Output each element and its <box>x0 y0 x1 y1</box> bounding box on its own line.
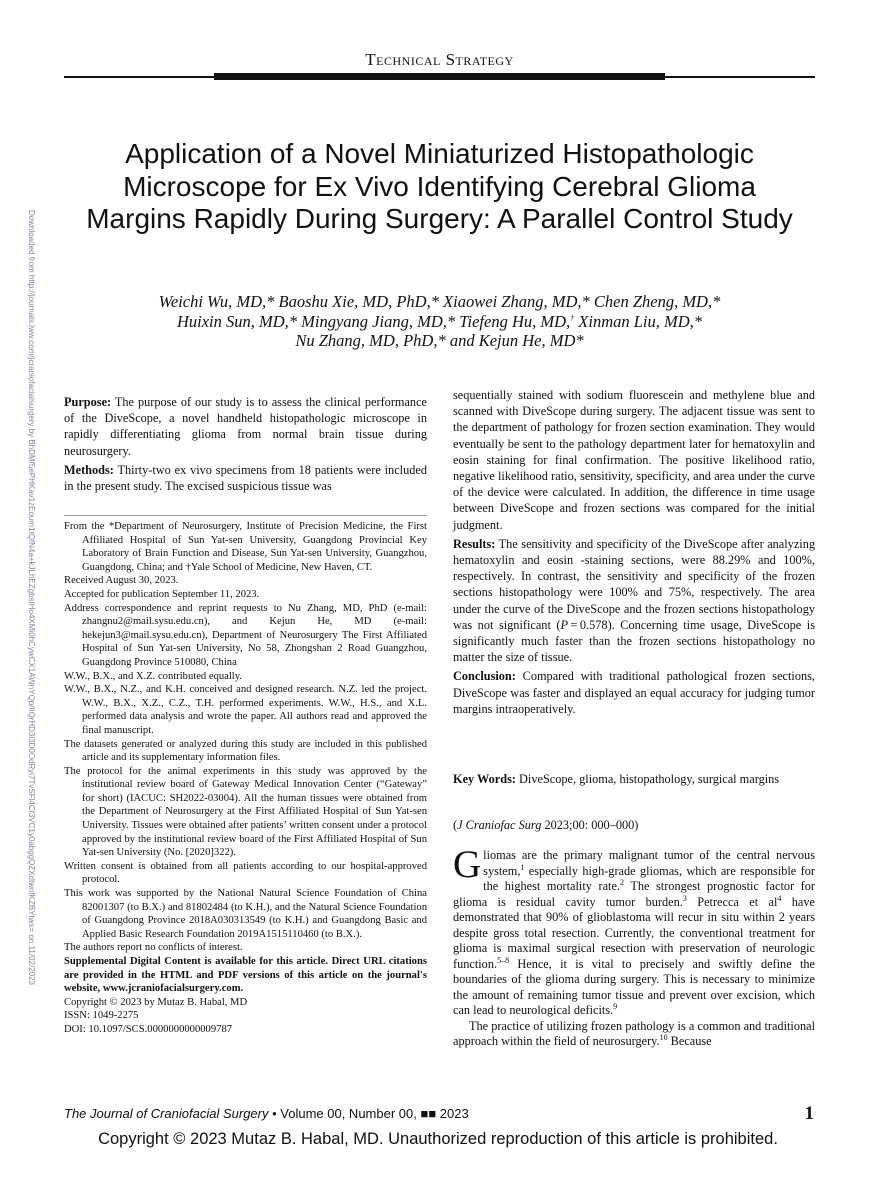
supplemental-note: Supplemental Digital Content is available for this article. Direct URL citations are provided in the HTML and PDF versions of this article on the journal's website, www.jcraniofacialsurgery.com. <box>64 956 427 995</box>
footnote: This work was supported by the National Natural Science Foundation of China 82001307 (to B.X.) and 81802484 (to K.H.), and the Natural Science Foundation of Guangdong Province 2018A030313549 (to K.H.) and Guangdong Basic and Applied Basic Research Foundation 2019A1515110460 (to B.X.). <box>64 888 427 940</box>
copyright-notice: Copyright © 2023 Mutaz B. Habal, MD. Unauthorized reproduction of this article is prohibited. <box>98 1130 778 1148</box>
abstract-conclusion: Conclusion: Compared with traditional pathological frozen sections, DiveScope was faster and displayed an equal accuracy for judging tumor margins intraoperatively. <box>453 669 815 716</box>
footnote-rule <box>64 515 427 516</box>
doi-line: DOI: 10.1097/SCS.0000000000009787 <box>64 1023 233 1035</box>
drop-cap: G <box>453 843 482 886</box>
intro-paragraph: The practice of utilizing frozen pathology is a common and traditional approach within the field of neurosurgery.$^{10}$ Because <box>453 1018 815 1048</box>
abstract-methods-cont: sequentially stained with sodium fluorescein and methylene blue and scanned with DiveScope during surgery. The adjacent tissue was sent to the department of pathology for frozen section examination. They would eventually be sent to the pathology department later for hematoxylin and eosin staining for final confirmation. The positive likelihood ratio, negative likelihood ratio, sensitivity, specificity, and area under the curve of the device were calculated. In addition, the difference in time usage between DiveScope and frozen sections was compared for the initial judgment. <box>453 388 815 532</box>
abstract-right <box>453 387 815 720</box>
author-line: Nu Zhang, MD, PhD,* and Kejun He, MD* <box>295 331 584 350</box>
footnote: Address correspondence and reprint requests to Nu Zhang, MD, PhD (e-mail: zhangnu2@mail.sysu.edu.cn), and Kejun He, MD (e-mail: hekejun3@mail.sysu.edu.cn), Department of Neurosurgery The First Affiliated Hospital of Sun Yat-sen University, No 58, Zhongshan 2 Road Guangzhou, Guangdong Province 510080, China <box>64 602 427 668</box>
abstract-methods: Methods: Thirty-two ex vivo specimens from 18 patients were included in the present study. The excised suspicious tissue was <box>64 462 427 494</box>
footnote: The authors report no conflicts of interest. <box>64 942 243 954</box>
citation: (J Craniofac Surg 2023;00: 000–000) <box>453 818 639 832</box>
header-rule-thick <box>214 73 665 80</box>
footnote: The datasets generated or analyzed during this study are included in this published article and its supplementary information files. <box>64 738 427 764</box>
copyright-line: Copyright © 2023 by Mutaz B. Habal, MD <box>64 996 248 1008</box>
page-number: 1 <box>804 1103 814 1124</box>
footnote: W.W., B.X., N.Z., and K.H. conceived and designed research. N.Z. led the project. W.W., B.X., X.Z., C.Z., T.H. performed experiments. W.W., H.S., and X.L. performed data analysis and wrote the paper. All authors read and approved the final manuscript. <box>64 684 427 736</box>
author-list <box>80 292 799 351</box>
article-title: Application of a Novel Miniaturized Histopathologic Microscope for Ex Vivo Identifying Cerebral Glioma Margins Rapidly During Surgery: A Parallel Control Study <box>86 138 793 234</box>
download-sidebar <box>22 210 44 986</box>
introduction <box>453 843 815 1050</box>
issn-line: ISSN: 1049-2275 <box>64 1010 139 1022</box>
footnote: Received August 30, 2023. <box>64 575 179 587</box>
sidebar-text[interactable]: Downloaded from http://journals.lww.com/jcraniofacialsurgery by BhDMf5ePHKav1zEoum1tQfN4a+kJLhEZgbsIHo4XMi0hCywCX1AWnYQp/IlQrHD3i3D0OdRyi7TvSFl4Cf3VC1y0abggQZXdtwnfKZBYtws= on 11/02/2023 <box>27 210 36 986</box>
abstract-purpose: Purpose: The purpose of our study is to assess the clinical performance of the DiveScope, a novel handheld histopathologic microscope in rapidly differentiating glioma from normal brain tissue during neurosurgery. <box>64 395 427 458</box>
footnote: Accepted for publication September 11, 2023. <box>64 588 260 600</box>
footnote: From the *Department of Neurosurgery, Institute of Precision Medicine, the First Affiliated Hospital of Sun Yat-sen University, Guangdong Provincial Key Laboratory of Brain Function and Disease, Sun Yat-sen University, Guangzhou, Guangdong, China; and †Yale School of Medicine, New Haven, CT. <box>64 521 427 573</box>
abstract-results: Results: The sensitivity and specificity of the DiveScope after analyzing hematoxylin and eosin -staining sections, were 88.29% and 100%, respectively. In contrast, the sensitivity and specificity of the frozen sections histopathology were 100% and 75%, respectively. The area under the curve of the DiveScope and the frozen sections histopathology was not significant (P = 0.578). Concerning time usage, DiveScope is significantly much faster than the frozen sections histopathology no matter the size of tissue. <box>453 536 816 665</box>
journal-footer: The Journal of Craniofacial Surgery • Volume 00, Number 00, ■■ 2023 <box>64 1106 469 1121</box>
footnote: Written consent is obtained from all patients according to our hospital-approved protocol. <box>64 860 427 886</box>
keywords: Key Words: DiveScope, glioma, histopathology, surgical margins <box>453 772 780 786</box>
footnote: The protocol for the animal experiments in this study was approved by the institutional review board of Gateway Medical Innovation Center (“Gateway” for short) (IACUC: SH2022-03004). All the human tissues were obtained from the Department of Neurosurgery at the First Affiliated Hospital of Sun Yat-sen University. Tissues were obtained after patients’ written consent under a protocol approved by the institutional review board of the First Affiliated Hospital of Sun Yat-sen University (No. [2020]322). <box>64 765 427 859</box>
footnote: W.W., B.X., and X.Z. contributed equally. <box>64 670 243 682</box>
intro-paragraph: Gliomas are the primary malignant tumor of the central nervous system,$^1$ especially high-grade gliomas, which are responsible for the highest mortality rate.$^2$ The strongest prognostic factor for glioma is residual cavity tumor burden.$^3$ Petrecca et $al^4$ have demonstrated that 90% of glioblastoma will recur in situ within 2 years despite gross total resection. Currently, the conventional treatment for glioma is maximal surgical resection with preservation of neurologic function.$^{5-8}$ Hence, it is vital to precisely and swiftly define the boundaries of the glioma during surgery. This is necessary to minimize the amount of remaining tumor tissue and prevent over excision, which can lead to neurological deficits.$^9$ <box>453 843 815 1017</box>
author-line: Huixin Sun, MD,* Mingyang Jiang, MD,* Tiefeng Hu, MD,† Xinman Liu, MD,* <box>176 311 703 331</box>
abstract-left <box>64 394 427 497</box>
author-line: Weichi Wu, MD,* Baoshu Xie, MD, PhD,* Xiaowei Zhang, MD,* Chen Zheng, MD,* <box>158 292 721 311</box>
footnotes <box>64 520 427 1037</box>
section-header: Technical Strategy <box>365 50 514 69</box>
